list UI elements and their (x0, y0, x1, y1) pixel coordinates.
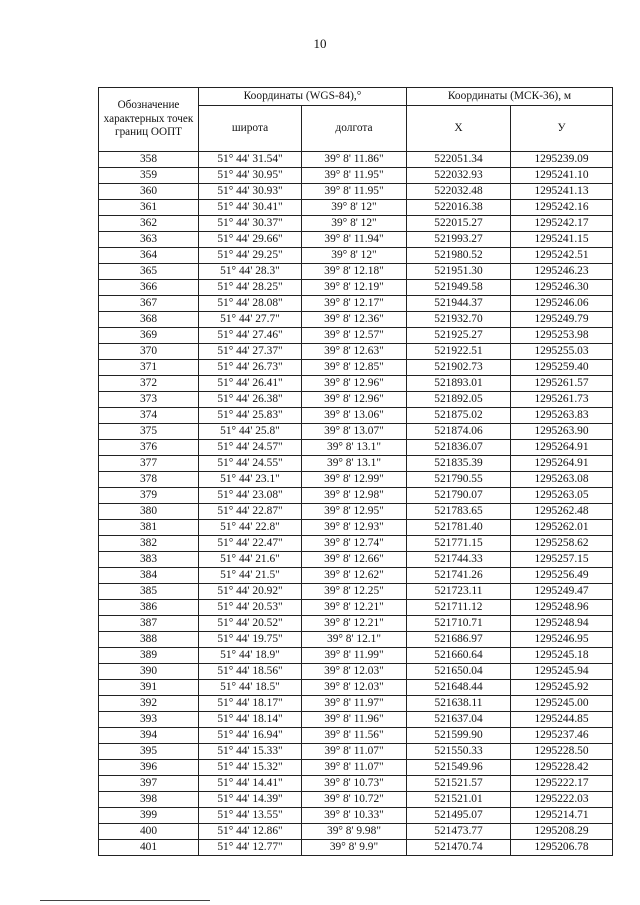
longitude-cell: 39° 8' 11.07" (302, 744, 407, 760)
y-coordinate-cell: 1295248.94 (511, 616, 613, 632)
longitude-cell: 39° 8' 12" (302, 216, 407, 232)
y-coordinate-cell: 1295228.42 (511, 760, 613, 776)
longitude-cell: 39° 8' 13.1" (302, 440, 407, 456)
point-number-cell: 367 (99, 296, 199, 312)
point-number-cell: 401 (99, 840, 199, 856)
table-row (99, 600, 613, 616)
point-number-cell: 377 (99, 456, 199, 472)
table-row (99, 680, 613, 696)
point-number-cell: 393 (99, 712, 199, 728)
y-coordinate-cell: 1295261.57 (511, 376, 613, 392)
point-number-cell: 385 (99, 584, 199, 600)
table-row (99, 584, 613, 600)
latitude-cell: 51° 44' 19.75" (199, 632, 302, 648)
x-coordinate-cell: 521470.74 (407, 840, 511, 856)
latitude-cell: 51° 44' 28.25" (199, 280, 302, 296)
longitude-cell: 39° 8' 11.56" (302, 728, 407, 744)
longitude-cell: 39° 8' 12.98" (302, 488, 407, 504)
latitude-cell: 51° 44' 29.66" (199, 232, 302, 248)
longitude-cell: 39° 8' 12.62" (302, 568, 407, 584)
x-coordinate-cell: 521638.11 (407, 696, 511, 712)
latitude-cell: 51° 44' 27.7" (199, 312, 302, 328)
x-coordinate-cell: 521660.64 (407, 648, 511, 664)
y-coordinate-cell: 1295249.79 (511, 312, 613, 328)
y-coordinate-cell: 1295245.94 (511, 664, 613, 680)
table-row (99, 840, 613, 856)
y-coordinate-cell: 1295246.95 (511, 632, 613, 648)
y-coordinate-cell: 1295248.96 (511, 600, 613, 616)
y-coordinate-cell: 1295262.48 (511, 504, 613, 520)
x-coordinate-cell: 521549.96 (407, 760, 511, 776)
latitude-cell: 51° 44' 15.33" (199, 744, 302, 760)
x-coordinate-cell: 522015.27 (407, 216, 511, 232)
longitude-cell: 39° 8' 12.25" (302, 584, 407, 600)
x-coordinate-cell: 522032.48 (407, 184, 511, 200)
table-header (99, 88, 613, 152)
x-coordinate-cell: 521521.01 (407, 792, 511, 808)
y-coordinate-cell: 1295264.91 (511, 456, 613, 472)
latitude-cell: 51° 44' 31.54" (199, 152, 302, 168)
x-coordinate-cell: 521781.40 (407, 520, 511, 536)
table-row (99, 504, 613, 520)
y-coordinate-cell: 1295246.30 (511, 280, 613, 296)
latitude-cell: 51° 44' 28.08" (199, 296, 302, 312)
latitude-cell: 51° 44' 23.1" (199, 472, 302, 488)
latitude-cell: 51° 44' 25.83" (199, 408, 302, 424)
table-row (99, 488, 613, 504)
table-row (99, 376, 613, 392)
longitude-cell: 39° 8' 10.33" (302, 808, 407, 824)
table-row (99, 184, 613, 200)
point-number-cell: 379 (99, 488, 199, 504)
y-coordinate-cell: 1295241.15 (511, 232, 613, 248)
latitude-cell: 51° 44' 20.52" (199, 616, 302, 632)
point-number-cell: 382 (99, 536, 199, 552)
point-number-cell: 361 (99, 200, 199, 216)
point-number-cell: 358 (99, 152, 199, 168)
y-coordinate-cell: 1295253.98 (511, 328, 613, 344)
latitude-cell: 51° 44' 30.93" (199, 184, 302, 200)
x-coordinate-cell: 521932.70 (407, 312, 511, 328)
y-coordinate-cell: 1295214.71 (511, 808, 613, 824)
table-row (99, 440, 613, 456)
y-coordinate-cell: 1295257.15 (511, 552, 613, 568)
longitude-cell: 39° 8' 11.95" (302, 168, 407, 184)
x-coordinate-cell: 521686.97 (407, 632, 511, 648)
longitude-cell: 39° 8' 12.03" (302, 680, 407, 696)
x-coordinate-cell: 521944.37 (407, 296, 511, 312)
x-coordinate-cell: 522032.93 (407, 168, 511, 184)
longitude-cell: 39° 8' 13.06" (302, 408, 407, 424)
table-row (99, 216, 613, 232)
x-coordinate-cell: 521835.39 (407, 456, 511, 472)
x-coordinate-cell: 521902.73 (407, 360, 511, 376)
y-coordinate-cell: 1295242.16 (511, 200, 613, 216)
y-coordinate-cell: 1295222.17 (511, 776, 613, 792)
point-number-cell: 386 (99, 600, 199, 616)
x-coordinate-cell: 521993.27 (407, 232, 511, 248)
latitude-cell: 51° 44' 14.39" (199, 792, 302, 808)
y-coordinate-cell: 1295264.91 (511, 440, 613, 456)
x-coordinate-cell: 521744.33 (407, 552, 511, 568)
latitude-cell: 51° 44' 26.41" (199, 376, 302, 392)
longitude-cell: 39° 8' 9.98" (302, 824, 407, 840)
point-number-cell: 370 (99, 344, 199, 360)
latitude-cell: 51° 44' 18.56" (199, 664, 302, 680)
point-number-cell: 397 (99, 776, 199, 792)
x-coordinate-cell: 521874.06 (407, 424, 511, 440)
longitude-cell: 39° 8' 12.57" (302, 328, 407, 344)
point-number-cell: 369 (99, 328, 199, 344)
latitude-cell: 51° 44' 25.8" (199, 424, 302, 440)
y-coordinate-cell: 1295261.73 (511, 392, 613, 408)
table-row (99, 472, 613, 488)
table-row (99, 232, 613, 248)
longitude-cell: 39° 8' 12.66" (302, 552, 407, 568)
longitude-cell: 39° 8' 12.74" (302, 536, 407, 552)
y-coordinate-cell: 1295263.90 (511, 424, 613, 440)
x-coordinate-cell: 521648.44 (407, 680, 511, 696)
y-coordinate-cell: 1295246.06 (511, 296, 613, 312)
point-number-cell: 389 (99, 648, 199, 664)
table-row (99, 792, 613, 808)
longitude-cell: 39° 8' 11.07" (302, 760, 407, 776)
longitude-cell: 39° 8' 11.99" (302, 648, 407, 664)
latitude-cell: 51° 44' 30.37" (199, 216, 302, 232)
x-coordinate-cell: 521711.12 (407, 600, 511, 616)
y-coordinate-cell: 1295208.29 (511, 824, 613, 840)
latitude-cell: 51° 44' 24.57" (199, 440, 302, 456)
table-row (99, 312, 613, 328)
table-row (99, 296, 613, 312)
table-row (99, 616, 613, 632)
latitude-cell: 51° 44' 26.73" (199, 360, 302, 376)
latitude-cell: 51° 44' 12.77" (199, 840, 302, 856)
x-coordinate-cell: 521790.07 (407, 488, 511, 504)
longitude-cell: 39° 8' 12.1" (302, 632, 407, 648)
longitude-cell: 39° 8' 11.97" (302, 696, 407, 712)
x-coordinate-cell: 521922.51 (407, 344, 511, 360)
longitude-cell: 39° 8' 12.96" (302, 376, 407, 392)
y-coordinate-cell: 1295263.83 (511, 408, 613, 424)
latitude-cell: 51° 44' 13.55" (199, 808, 302, 824)
table-row (99, 248, 613, 264)
page-number: 10 (313, 36, 327, 51)
table-row (99, 520, 613, 536)
y-coordinate-cell: 1295258.62 (511, 536, 613, 552)
point-number-cell: 362 (99, 216, 199, 232)
point-number-cell: 390 (99, 664, 199, 680)
latitude-cell: 51° 44' 29.25" (199, 248, 302, 264)
x-coordinate-cell: 521741.26 (407, 568, 511, 584)
latitude-cell: 51° 44' 18.5" (199, 680, 302, 696)
table-row (99, 648, 613, 664)
x-coordinate-cell: 521790.55 (407, 472, 511, 488)
table-row (99, 632, 613, 648)
table-row (99, 824, 613, 840)
y-coordinate-cell: 1295263.08 (511, 472, 613, 488)
x-coordinate-cell: 522051.34 (407, 152, 511, 168)
point-number-cell: 400 (99, 824, 199, 840)
longitude-cell: 39° 8' 10.72" (302, 792, 407, 808)
x-coordinate-cell: 521495.07 (407, 808, 511, 824)
table-row (99, 456, 613, 472)
point-number-cell: 388 (99, 632, 199, 648)
point-number-cell: 398 (99, 792, 199, 808)
x-coordinate-cell: 521893.01 (407, 376, 511, 392)
longitude-cell: 39° 8' 12.19" (302, 280, 407, 296)
table-row (99, 264, 613, 280)
point-number-cell: 391 (99, 680, 199, 696)
point-number-cell: 380 (99, 504, 199, 520)
table-row (99, 760, 613, 776)
y-coordinate-cell: 1295263.05 (511, 488, 613, 504)
longitude-cell: 39° 8' 12.36" (302, 312, 407, 328)
latitude-cell: 51° 44' 18.14" (199, 712, 302, 728)
table-row (99, 744, 613, 760)
x-coordinate-cell: 521836.07 (407, 440, 511, 456)
y-coordinate-cell: 1295245.18 (511, 648, 613, 664)
x-coordinate-cell: 521637.04 (407, 712, 511, 728)
longitude-cell: 39° 8' 12.95" (302, 504, 407, 520)
footnote-divider (40, 900, 210, 901)
point-number-cell: 366 (99, 280, 199, 296)
header-y: У (511, 106, 613, 152)
x-coordinate-cell: 521980.52 (407, 248, 511, 264)
x-coordinate-cell: 521521.57 (407, 776, 511, 792)
x-coordinate-cell: 521771.15 (407, 536, 511, 552)
longitude-cell: 39° 8' 12" (302, 248, 407, 264)
point-number-cell: 375 (99, 424, 199, 440)
table-body (99, 152, 613, 856)
point-number-cell: 365 (99, 264, 199, 280)
table-row (99, 200, 613, 216)
point-number-cell: 395 (99, 744, 199, 760)
y-coordinate-cell: 1295256.49 (511, 568, 613, 584)
y-coordinate-cell: 1295206.78 (511, 840, 613, 856)
point-number-cell: 360 (99, 184, 199, 200)
x-coordinate-cell: 521875.02 (407, 408, 511, 424)
latitude-cell: 51° 44' 28.3" (199, 264, 302, 280)
y-coordinate-cell: 1295222.03 (511, 792, 613, 808)
point-number-cell: 394 (99, 728, 199, 744)
latitude-cell: 51° 44' 24.55" (199, 456, 302, 472)
point-number-cell: 384 (99, 568, 199, 584)
y-coordinate-cell: 1295241.10 (511, 168, 613, 184)
longitude-cell: 39° 8' 13.1" (302, 456, 407, 472)
latitude-cell: 51° 44' 18.17" (199, 696, 302, 712)
point-number-cell: 371 (99, 360, 199, 376)
longitude-cell: 39° 8' 12.99" (302, 472, 407, 488)
header-x: X (407, 106, 511, 152)
table-row (99, 808, 613, 824)
x-coordinate-cell: 521473.77 (407, 824, 511, 840)
table-row (99, 696, 613, 712)
y-coordinate-cell: 1295259.40 (511, 360, 613, 376)
y-coordinate-cell: 1295237.46 (511, 728, 613, 744)
table-row (99, 568, 613, 584)
longitude-cell: 39° 8' 12.18" (302, 264, 407, 280)
latitude-cell: 51° 44' 18.9" (199, 648, 302, 664)
point-number-cell: 387 (99, 616, 199, 632)
header-latitude: широта (199, 106, 302, 152)
table-row (99, 712, 613, 728)
y-coordinate-cell: 1295242.17 (511, 216, 613, 232)
latitude-cell: 51° 44' 23.08" (199, 488, 302, 504)
latitude-cell: 51° 44' 27.46" (199, 328, 302, 344)
latitude-cell: 51° 44' 20.53" (199, 600, 302, 616)
x-coordinate-cell: 521710.71 (407, 616, 511, 632)
point-number-cell: 381 (99, 520, 199, 536)
x-coordinate-cell: 521550.33 (407, 744, 511, 760)
latitude-cell: 51° 44' 26.38" (199, 392, 302, 408)
x-coordinate-cell: 521951.30 (407, 264, 511, 280)
table-row (99, 776, 613, 792)
table-row (99, 328, 613, 344)
y-coordinate-cell: 1295249.47 (511, 584, 613, 600)
table-row (99, 664, 613, 680)
table-row (99, 344, 613, 360)
y-coordinate-cell: 1295242.51 (511, 248, 613, 264)
x-coordinate-cell: 521949.58 (407, 280, 511, 296)
header-wgs84-group: Координаты (WGS-84),° (199, 88, 407, 106)
table-row (99, 552, 613, 568)
longitude-cell: 39° 8' 12.85" (302, 360, 407, 376)
longitude-cell: 39° 8' 10.73" (302, 776, 407, 792)
table-row (99, 168, 613, 184)
latitude-cell: 51° 44' 22.47" (199, 536, 302, 552)
point-number-cell: 383 (99, 552, 199, 568)
y-coordinate-cell: 1295241.13 (511, 184, 613, 200)
longitude-cell: 39° 8' 11.86" (302, 152, 407, 168)
longitude-cell: 39° 8' 12.21" (302, 600, 407, 616)
y-coordinate-cell: 1295228.50 (511, 744, 613, 760)
longitude-cell: 39° 8' 13.07" (302, 424, 407, 440)
longitude-cell: 39° 8' 12.17" (302, 296, 407, 312)
header-msk36-group: Координаты (МСК-36), м (407, 88, 613, 106)
point-number-cell: 359 (99, 168, 199, 184)
latitude-cell: 51° 44' 30.41" (199, 200, 302, 216)
table-row (99, 392, 613, 408)
latitude-cell: 51° 44' 15.32" (199, 760, 302, 776)
y-coordinate-cell: 1295245.92 (511, 680, 613, 696)
longitude-cell: 39° 8' 12.21" (302, 616, 407, 632)
y-coordinate-cell: 1295262.01 (511, 520, 613, 536)
point-number-cell: 399 (99, 808, 199, 824)
x-coordinate-cell: 522016.38 (407, 200, 511, 216)
x-coordinate-cell: 521650.04 (407, 664, 511, 680)
x-coordinate-cell: 521723.11 (407, 584, 511, 600)
latitude-cell: 51° 44' 30.95" (199, 168, 302, 184)
longitude-cell: 39° 8' 11.95" (302, 184, 407, 200)
table-row (99, 536, 613, 552)
latitude-cell: 51° 44' 16.94" (199, 728, 302, 744)
y-coordinate-cell: 1295245.00 (511, 696, 613, 712)
latitude-cell: 51° 44' 21.5" (199, 568, 302, 584)
point-number-cell: 373 (99, 392, 199, 408)
x-coordinate-cell: 521783.65 (407, 504, 511, 520)
latitude-cell: 51° 44' 21.6" (199, 552, 302, 568)
point-number-cell: 372 (99, 376, 199, 392)
point-number-cell: 374 (99, 408, 199, 424)
table-row (99, 408, 613, 424)
point-number-cell: 378 (99, 472, 199, 488)
longitude-cell: 39° 8' 9.9" (302, 840, 407, 856)
latitude-cell: 51° 44' 22.87" (199, 504, 302, 520)
table-row (99, 152, 613, 168)
point-number-cell: 392 (99, 696, 199, 712)
point-number-cell: 364 (99, 248, 199, 264)
coordinates-table (98, 87, 613, 856)
longitude-cell: 39° 8' 11.96" (302, 712, 407, 728)
latitude-cell: 51° 44' 12.86" (199, 824, 302, 840)
table-row (99, 280, 613, 296)
table-row (99, 728, 613, 744)
x-coordinate-cell: 521892.05 (407, 392, 511, 408)
latitude-cell: 51° 44' 14.41" (199, 776, 302, 792)
table-row (99, 360, 613, 376)
point-number-cell: 396 (99, 760, 199, 776)
table-row (99, 424, 613, 440)
latitude-cell: 51° 44' 27.37" (199, 344, 302, 360)
latitude-cell: 51° 44' 20.92" (199, 584, 302, 600)
longitude-cell: 39° 8' 12.93" (302, 520, 407, 536)
x-coordinate-cell: 521925.27 (407, 328, 511, 344)
y-coordinate-cell: 1295255.03 (511, 344, 613, 360)
longitude-cell: 39° 8' 12.63" (302, 344, 407, 360)
longitude-cell: 39° 8' 11.94" (302, 232, 407, 248)
header-designation: Обозначение характерных точек границ ООПТ (99, 88, 199, 152)
header-longitude: долгота (302, 106, 407, 152)
longitude-cell: 39° 8' 12.96" (302, 392, 407, 408)
y-coordinate-cell: 1295246.23 (511, 264, 613, 280)
y-coordinate-cell: 1295239.09 (511, 152, 613, 168)
point-number-cell: 368 (99, 312, 199, 328)
y-coordinate-cell: 1295244.85 (511, 712, 613, 728)
longitude-cell: 39° 8' 12" (302, 200, 407, 216)
latitude-cell: 51° 44' 22.8" (199, 520, 302, 536)
point-number-cell: 376 (99, 440, 199, 456)
x-coordinate-cell: 521599.90 (407, 728, 511, 744)
longitude-cell: 39° 8' 12.03" (302, 664, 407, 680)
point-number-cell: 363 (99, 232, 199, 248)
